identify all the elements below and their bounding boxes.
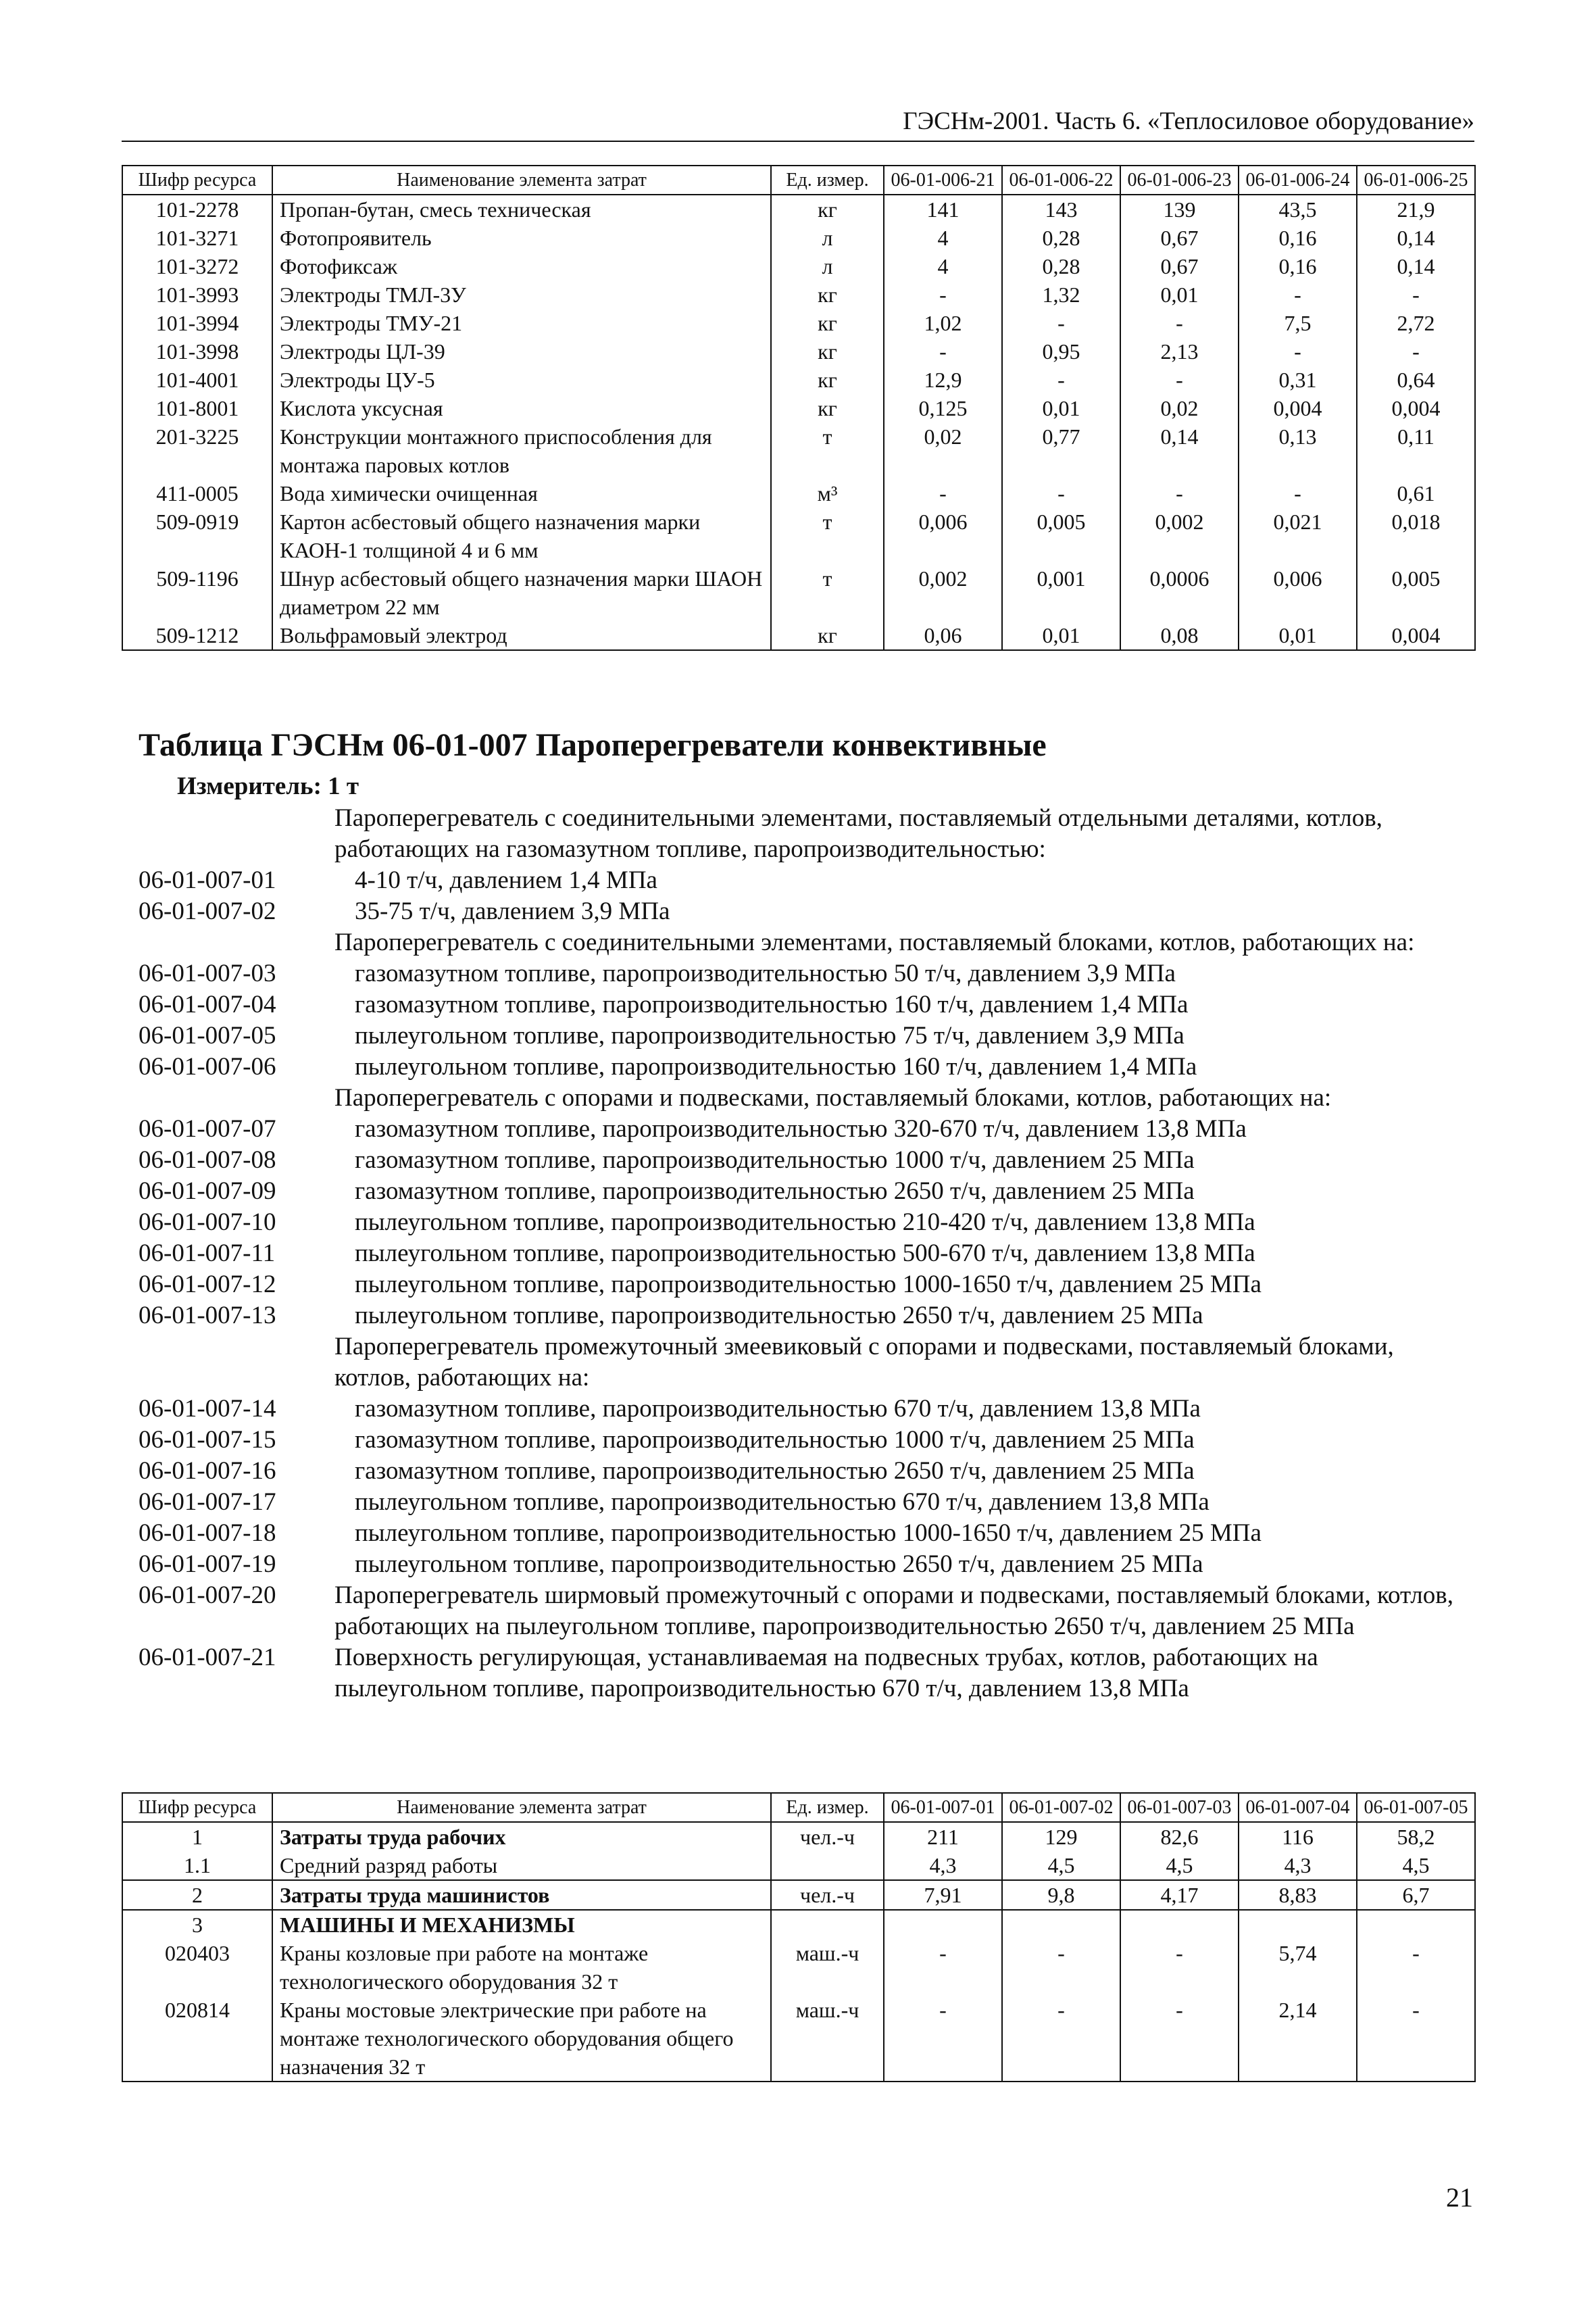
list-item — [139, 1300, 1463, 1331]
value-cell: - — [1357, 1996, 1475, 2082]
list-item — [139, 958, 1463, 989]
value-cell: 0,01 — [1002, 621, 1120, 650]
value-cell — [884, 1910, 1002, 1939]
value-cell: 4,17 — [1120, 1880, 1239, 1910]
value-cell: 129 — [1002, 1822, 1120, 1851]
value-cell: 139 — [1120, 195, 1239, 224]
value-cell: 43,5 — [1239, 195, 1357, 224]
resource-code: 020814 — [122, 1996, 272, 2082]
cost-element-name: Электроды ТМУ-21 — [272, 309, 771, 337]
item-code: 06-01-007-08 — [139, 1146, 276, 1174]
table-row — [122, 1996, 1475, 2082]
value-cell: 0,16 — [1239, 252, 1357, 280]
value-cell: 0,004 — [1357, 621, 1475, 650]
value-cell: 6,7 — [1357, 1880, 1475, 1910]
list-item — [139, 1114, 1463, 1145]
item-code: 06-01-007-13 — [139, 1302, 276, 1329]
value-cell: 12,9 — [884, 366, 1002, 394]
list-item — [139, 1456, 1463, 1487]
value-cell: 4,3 — [884, 1851, 1002, 1880]
unit-cell: маш.-ч — [771, 1939, 884, 1996]
value-cell: 8,83 — [1239, 1880, 1357, 1910]
item-text: Пароперегреватель с опорами и подвесками, поставляемый блоками, котлов, работающих на: — [334, 1084, 1332, 1112]
value-cell: 0,002 — [1120, 508, 1239, 564]
item-text: Пароперегреватель с соединительными элементами, поставляемый отдельными деталями, котлов, работающих на газомазутном топливе, паропроизводительностью: — [334, 804, 1382, 863]
value-cell: 0,13 — [1239, 422, 1357, 479]
table-header-row — [122, 166, 1475, 195]
list-item — [139, 803, 1463, 865]
item-code: 06-01-007-05 — [139, 1022, 276, 1050]
value-cell: 2,14 — [1239, 1996, 1357, 2082]
item-text: Пароперегреватель промежуточный змеевиковый с опорами и подвесками, поставляемый блоками, котлов, работающих на: — [334, 1333, 1394, 1392]
value-cell: - — [1239, 337, 1357, 366]
resource-code: 101-8001 — [122, 394, 272, 422]
value-cell: 4,5 — [1002, 1851, 1120, 1880]
value-cell: - — [884, 280, 1002, 309]
value-cell: 1,32 — [1002, 280, 1120, 309]
value-cell: 2,13 — [1120, 337, 1239, 366]
item-text: газомазутном топливе, паропроизводительностью 160 т/ч, давлением 1,4 МПа — [355, 991, 1189, 1018]
value-cell: - — [1239, 280, 1357, 309]
item-code: 06-01-007-17 — [139, 1488, 276, 1516]
unit-cell: кг — [771, 366, 884, 394]
cost-element-name: Шнур асбестовый общего назначения марки ШАОН диаметром 22 мм — [272, 564, 771, 621]
list-item — [139, 1518, 1463, 1549]
unit-cell: т — [771, 508, 884, 564]
item-code: 06-01-007-11 — [139, 1239, 276, 1267]
item-text: газомазутном топливе, паропроизводительностью 2650 т/ч, давлением 25 МПа — [355, 1177, 1195, 1205]
resource-code: 101-3271 — [122, 224, 272, 252]
value-cell: 2,72 — [1357, 309, 1475, 337]
value-cell: 143 — [1002, 195, 1120, 224]
unit-cell — [771, 1910, 884, 1939]
item-text: газомазутном топливе, паропроизводительностью 50 т/ч, давлением 3,9 МПа — [355, 960, 1176, 987]
cost-element-name: Кислота уксусная — [272, 394, 771, 422]
list-item — [139, 1269, 1463, 1300]
item-text: газомазутном топливе, паропроизводительностью 1000 т/ч, давлением 25 МПа — [355, 1146, 1195, 1174]
cost-element-name: Средний разряд работы — [272, 1851, 771, 1880]
section-meter: Измеритель: 1 т — [177, 772, 359, 800]
header-code: Шифр ресурса — [122, 1793, 272, 1822]
unit-cell: т — [771, 564, 884, 621]
resource-code: 1 — [122, 1822, 272, 1851]
header-unit: Ед. измер. — [771, 1793, 884, 1822]
unit-cell: кг — [771, 280, 884, 309]
value-cell: - — [1002, 309, 1120, 337]
value-cell: 0,004 — [1357, 394, 1475, 422]
header-name: Наименование элемента затрат — [272, 166, 771, 195]
unit-cell: кг — [771, 621, 884, 650]
value-cell: 0,28 — [1002, 224, 1120, 252]
value-cell: 0,002 — [884, 564, 1002, 621]
table-row — [122, 1880, 1475, 1910]
value-cell: 58,2 — [1357, 1822, 1475, 1851]
value-cell: 0,95 — [1002, 337, 1120, 366]
value-cell: 0,11 — [1357, 422, 1475, 479]
table-row — [122, 621, 1475, 650]
value-cell: - — [884, 479, 1002, 508]
value-cell — [1239, 1910, 1357, 1939]
item-text: пылеугольном топливе, паропроизводительностью 670 т/ч, давлением 13,8 МПа — [355, 1488, 1210, 1516]
table-row — [122, 309, 1475, 337]
list-item — [139, 1207, 1463, 1238]
resource-code: 2 — [122, 1880, 272, 1910]
item-text: газомазутном топливе, паропроизводительностью 2650 т/ч, давлением 25 МПа — [355, 1457, 1195, 1485]
cost-element-name: Краны козловые при работе на монтаже технологического оборудования 32 т — [272, 1939, 771, 1996]
item-text: пылеугольном топливе, паропроизводительностью 210-420 т/ч, давлением 13,8 МПа — [355, 1208, 1255, 1236]
item-code: 06-01-007-01 — [139, 866, 276, 894]
item-code: 06-01-007-21 — [139, 1644, 276, 1671]
unit-cell: кг — [771, 337, 884, 366]
value-cell: 0,006 — [884, 508, 1002, 564]
item-code: 06-01-007-12 — [139, 1271, 276, 1298]
resource-code: 509-1196 — [122, 564, 272, 621]
cost-element-name: Картон асбестовый общего назначения марки КАОН-1 толщиной 4 и 6 мм — [272, 508, 771, 564]
list-item — [139, 927, 1463, 958]
list-item — [139, 1487, 1463, 1518]
resource-code: 101-4001 — [122, 366, 272, 394]
value-cell: 7,91 — [884, 1880, 1002, 1910]
item-text: Поверхность регулирующая, устанавливаемая на подвесных трубах, котлов, работающих на пылеугольном топливе, паропроизводительностью 670 т/ч, давлением 13,8 МПа — [334, 1644, 1318, 1702]
value-cell: - — [1002, 1996, 1120, 2082]
table-row — [122, 564, 1475, 621]
value-cell: - — [1002, 1939, 1120, 1996]
unit-cell: чел.-ч — [771, 1880, 884, 1910]
value-cell: 0,14 — [1357, 252, 1475, 280]
unit-cell: кг — [771, 195, 884, 224]
item-code: 06-01-007-19 — [139, 1550, 276, 1578]
table-row — [122, 1822, 1475, 1851]
value-cell: 0,06 — [884, 621, 1002, 650]
value-cell: 0,02 — [884, 422, 1002, 479]
value-cell: - — [1239, 479, 1357, 508]
list-item — [139, 865, 1463, 896]
value-cell: 0,005 — [1002, 508, 1120, 564]
header-rule — [122, 141, 1474, 142]
value-cell: 141 — [884, 195, 1002, 224]
table-row — [122, 252, 1475, 280]
table-row — [122, 479, 1475, 508]
value-cell: 116 — [1239, 1822, 1357, 1851]
table-row — [122, 422, 1475, 479]
table-row — [122, 337, 1475, 366]
value-cell: 0,004 — [1239, 394, 1357, 422]
value-cell: 0,14 — [1120, 422, 1239, 479]
value-cell — [1002, 1910, 1120, 1939]
value-cell: - — [884, 337, 1002, 366]
cost-element-name: Фотофиксаж — [272, 252, 771, 280]
value-cell: 0,31 — [1239, 366, 1357, 394]
value-cell: 0,001 — [1002, 564, 1120, 621]
item-code: 06-01-007-09 — [139, 1177, 276, 1205]
value-cell: 4 — [884, 224, 1002, 252]
table-row — [122, 195, 1475, 224]
value-cell: - — [1120, 1996, 1239, 2082]
value-cell: 0,006 — [1239, 564, 1357, 621]
value-cell: - — [1357, 280, 1475, 309]
value-cell: 5,74 — [1239, 1939, 1357, 1996]
cost-element-name: Фотопроявитель — [272, 224, 771, 252]
resource-code: 509-0919 — [122, 508, 272, 564]
value-cell: - — [1002, 366, 1120, 394]
resource-code: 020403 — [122, 1939, 272, 1996]
item-code: 06-01-007-02 — [139, 897, 276, 925]
item-text: Пароперегреватель с соединительными элементами, поставляемый блоками, котлов, работающих на: — [334, 929, 1415, 956]
item-code: 06-01-007-16 — [139, 1457, 276, 1485]
list-item — [139, 989, 1463, 1020]
table-row — [122, 224, 1475, 252]
list-item — [139, 1145, 1463, 1176]
list-item — [139, 1020, 1463, 1052]
item-code: 06-01-007-20 — [139, 1581, 276, 1609]
item-code: 06-01-007-14 — [139, 1395, 276, 1423]
resource-code: 101-2278 — [122, 195, 272, 224]
item-text: 35-75 т/ч, давлением 3,9 МПа — [355, 897, 670, 925]
value-cell: 0,61 — [1357, 479, 1475, 508]
table-row — [122, 1851, 1475, 1880]
item-text: газомазутном топливе, паропроизводительностью 670 т/ч, давлением 13,8 МПа — [355, 1395, 1201, 1423]
header-name: Наименование элемента затрат — [272, 1793, 771, 1822]
value-cell: 0,018 — [1357, 508, 1475, 564]
value-cell: 0,64 — [1357, 366, 1475, 394]
header-col: 06-01-007-04 — [1239, 1793, 1357, 1822]
value-cell: 4 — [884, 252, 1002, 280]
list-item — [139, 1580, 1463, 1642]
resource-code: 3 — [122, 1910, 272, 1939]
value-cell: 0,14 — [1357, 224, 1475, 252]
resource-code: 101-3993 — [122, 280, 272, 309]
unit-cell: чел.-ч — [771, 1822, 884, 1851]
value-cell: 0,16 — [1239, 224, 1357, 252]
unit-cell: кг — [771, 394, 884, 422]
value-cell: 0,021 — [1239, 508, 1357, 564]
item-code: 06-01-007-04 — [139, 991, 276, 1018]
item-text: 4-10 т/ч, давлением 1,4 МПа — [355, 866, 657, 894]
item-code: 06-01-007-06 — [139, 1053, 276, 1081]
list-item — [139, 1331, 1463, 1394]
list-item — [139, 1549, 1463, 1580]
item-code: 06-01-007-03 — [139, 960, 276, 987]
value-cell: 82,6 — [1120, 1822, 1239, 1851]
cost-element-name: Пропан-бутан, смесь техническая — [272, 195, 771, 224]
unit-cell — [771, 1851, 884, 1880]
item-text: пылеугольном топливе, паропроизводительностью 2650 т/ч, давлением 25 МПа — [355, 1302, 1203, 1329]
resource-code: 201-3225 — [122, 422, 272, 479]
list-item — [139, 1425, 1463, 1456]
item-text: пылеугольном топливе, паропроизводительностью 1000-1650 т/ч, давлением 25 МПа — [355, 1271, 1262, 1298]
cost-element-name: Затраты труда машинистов — [272, 1880, 771, 1910]
table-row — [122, 1910, 1475, 1939]
unit-cell: л — [771, 252, 884, 280]
resource-code: 411-0005 — [122, 479, 272, 508]
value-cell: 0,125 — [884, 394, 1002, 422]
header-col: 06-01-006-21 — [884, 166, 1002, 195]
value-cell: 7,5 — [1239, 309, 1357, 337]
value-cell: - — [884, 1996, 1002, 2082]
materials-table — [122, 165, 1476, 651]
table-row — [122, 508, 1475, 564]
unit-cell: кг — [771, 309, 884, 337]
value-cell: - — [1120, 366, 1239, 394]
unit-cell: л — [771, 224, 884, 252]
items-list — [139, 803, 1463, 1704]
value-cell: 211 — [884, 1822, 1002, 1851]
table-row — [122, 280, 1475, 309]
value-cell — [1357, 1910, 1475, 1939]
cost-element-name: Вольфрамовый электрод — [272, 621, 771, 650]
table-header-row — [122, 1793, 1475, 1822]
page-number: 21 — [1446, 2182, 1473, 2213]
unit-cell: т — [771, 422, 884, 479]
header-col: 06-01-006-23 — [1120, 166, 1239, 195]
item-text: Пароперегреватель ширмовый промежуточный с опорами и подвесками, поставляемый блоками, котлов, работающих на пылеугольном топливе, паропроизводительностью 2650 т/ч, давлением 25 МПа — [334, 1581, 1453, 1640]
value-cell: 0,02 — [1120, 394, 1239, 422]
list-item — [139, 1083, 1463, 1114]
item-code: 06-01-007-15 — [139, 1426, 276, 1454]
value-cell: - — [1120, 479, 1239, 508]
value-cell: - — [1120, 1939, 1239, 1996]
cost-element-name: Краны мостовые электрические при работе на монтаже технологического оборудования общего назначения 32 т — [272, 1996, 771, 2082]
header-col: 06-01-007-02 — [1002, 1793, 1120, 1822]
item-text: газомазутном топливе, паропроизводительностью 1000 т/ч, давлением 25 МПа — [355, 1426, 1195, 1454]
header-code: Шифр ресурса — [122, 166, 272, 195]
value-cell: 4,5 — [1120, 1851, 1239, 1880]
resource-code: 1.1 — [122, 1851, 272, 1880]
resource-code: 101-3998 — [122, 337, 272, 366]
value-cell: - — [1357, 1939, 1475, 1996]
value-cell: - — [1002, 479, 1120, 508]
header-col: 06-01-006-25 — [1357, 166, 1475, 195]
item-text: пылеугольном топливе, паропроизводительностью 1000-1650 т/ч, давлением 25 МПа — [355, 1519, 1262, 1547]
value-cell: 1,02 — [884, 309, 1002, 337]
unit-cell: маш.-ч — [771, 1996, 884, 2082]
value-cell: 0,01 — [1120, 280, 1239, 309]
table-row — [122, 394, 1475, 422]
cost-element-name: МАШИНЫ И МЕХАНИЗМЫ — [272, 1910, 771, 1939]
item-text: газомазутном топливе, паропроизводительностью 320-670 т/ч, давлением 13,8 МПа — [355, 1115, 1247, 1143]
value-cell: 4,3 — [1239, 1851, 1357, 1880]
value-cell: - — [1120, 309, 1239, 337]
value-cell: 4,5 — [1357, 1851, 1475, 1880]
item-code: 06-01-007-10 — [139, 1208, 276, 1236]
list-item — [139, 1176, 1463, 1207]
value-cell: 0,67 — [1120, 224, 1239, 252]
list-item — [139, 1642, 1463, 1704]
header-unit: Ед. измер. — [771, 166, 884, 195]
value-cell: 0,005 — [1357, 564, 1475, 621]
cost-element-name: Затраты труда рабочих — [272, 1822, 771, 1851]
resource-code: 509-1212 — [122, 621, 272, 650]
cost-element-name: Электроды ЦЛ-39 — [272, 337, 771, 366]
value-cell: 0,0006 — [1120, 564, 1239, 621]
value-cell — [1120, 1910, 1239, 1939]
value-cell: 0,01 — [1002, 394, 1120, 422]
value-cell: 0,28 — [1002, 252, 1120, 280]
item-text: пылеугольном топливе, паропроизводительностью 2650 т/ч, давлением 25 МПа — [355, 1550, 1203, 1578]
list-item — [139, 896, 1463, 927]
cost-element-name: Вода химически очищенная — [272, 479, 771, 508]
header-col: 06-01-006-24 — [1239, 166, 1357, 195]
value-cell: 0,01 — [1239, 621, 1357, 650]
list-item — [139, 1238, 1463, 1269]
costs-table — [122, 1792, 1476, 2082]
value-cell: 0,67 — [1120, 252, 1239, 280]
item-text: пылеугольном топливе, паропроизводительностью 75 т/ч, давлением 3,9 МПа — [355, 1022, 1184, 1050]
running-head: ГЭСНм-2001. Часть 6. «Теплосиловое оборудование» — [903, 107, 1474, 135]
cost-element-name: Электроды ТМЛ-3У — [272, 280, 771, 309]
header-col: 06-01-007-01 — [884, 1793, 1002, 1822]
item-code: 06-01-007-18 — [139, 1519, 276, 1547]
header-col: 06-01-007-05 — [1357, 1793, 1475, 1822]
item-text: пылеугольном топливе, паропроизводительностью 500-670 т/ч, давлением 13,8 МПа — [355, 1239, 1255, 1267]
value-cell: 0,08 — [1120, 621, 1239, 650]
list-item — [139, 1394, 1463, 1425]
resource-code: 101-3994 — [122, 309, 272, 337]
table-row — [122, 1939, 1475, 1996]
resource-code: 101-3272 — [122, 252, 272, 280]
unit-cell: м³ — [771, 479, 884, 508]
header-col: 06-01-006-22 — [1002, 166, 1120, 195]
table-row — [122, 366, 1475, 394]
header-col: 06-01-007-03 — [1120, 1793, 1239, 1822]
value-cell: 21,9 — [1357, 195, 1475, 224]
section-title: Таблица ГЭСНм 06-01-007 Пароперегреватели конвективные — [139, 727, 1047, 763]
value-cell: 0,77 — [1002, 422, 1120, 479]
value-cell: - — [1357, 337, 1475, 366]
cost-element-name: Электроды ЦУ-5 — [272, 366, 771, 394]
list-item — [139, 1052, 1463, 1083]
item-text: пылеугольном топливе, паропроизводительностью 160 т/ч, давлением 1,4 МПа — [355, 1053, 1197, 1081]
value-cell: 9,8 — [1002, 1880, 1120, 1910]
item-code: 06-01-007-07 — [139, 1115, 276, 1143]
value-cell: - — [884, 1939, 1002, 1996]
cost-element-name: Конструкции монтажного приспособления для монтажа паровых котлов — [272, 422, 771, 479]
